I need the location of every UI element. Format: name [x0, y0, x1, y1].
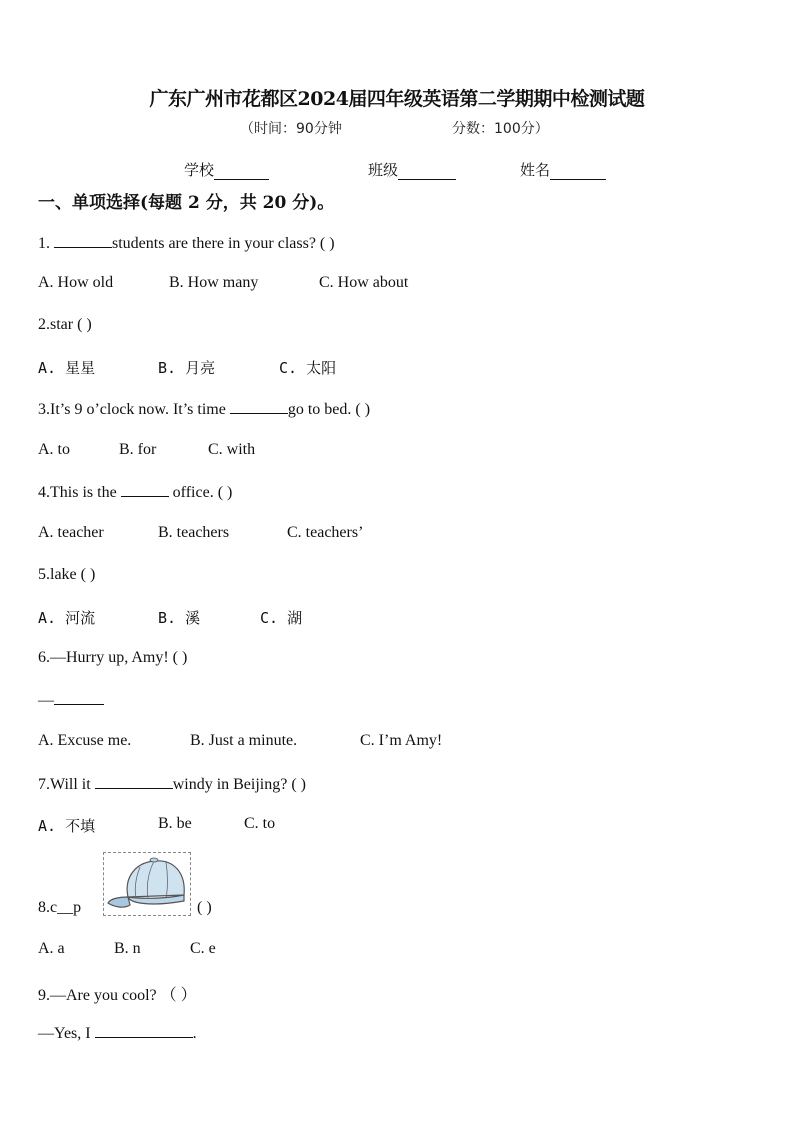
question-7-text-end: windy in Beijing? ( ) — [172, 776, 306, 793]
question-3-text-start: 3.It’s 9 o’clock now. It’s time — [38, 401, 230, 418]
class-label: 班级 — [368, 161, 399, 179]
question-6-dash: — — [38, 692, 54, 709]
name-blank[interactable] — [550, 165, 606, 180]
question-1-blank[interactable] — [54, 233, 112, 248]
question-9-reply-text: —Yes, I — [38, 1025, 95, 1042]
question-6: 6.—Hurry up, Amy! ( ) — [38, 649, 188, 666]
question-9-reply — [38, 1023, 197, 1043]
name-field — [520, 159, 606, 180]
question-4-text-start: 4.This is the — [38, 484, 121, 501]
question-4-text-end: office. ( ) — [168, 484, 233, 501]
exam-score: 分数：100分） — [452, 121, 549, 137]
option-a[interactable]: A. How old — [38, 274, 114, 291]
option-b[interactable]: B. 溪 — [158, 609, 201, 627]
option-a[interactable]: A. to — [38, 441, 70, 458]
option-b[interactable]: B. be — [158, 815, 192, 832]
option-c[interactable]: C. teachers’ — [287, 524, 364, 541]
question-1-number: 1. — [38, 235, 54, 252]
question-9: 9.—Are you cool? （ ） — [38, 987, 197, 1004]
option-b[interactable]: B. n — [114, 940, 141, 957]
cap-picture — [103, 852, 191, 916]
school-label: 学校 — [184, 161, 215, 179]
option-a[interactable]: A. teacher — [38, 524, 104, 541]
option-c[interactable]: C. with — [208, 441, 256, 458]
question-1 — [38, 233, 335, 253]
option-a[interactable]: A. 不填 — [38, 817, 96, 835]
option-c[interactable]: C. I’m Amy! — [360, 732, 443, 749]
option-b[interactable]: B. for — [119, 441, 157, 458]
question-1-text: students are there in your class? ( ) — [112, 235, 335, 252]
section-heading: 一、单项选择(每题 2 分，共 20 分)。 — [38, 193, 335, 213]
option-c[interactable]: C. 湖 — [260, 609, 303, 627]
question-9-blank[interactable] — [95, 1023, 193, 1038]
name-label: 姓名 — [520, 161, 551, 179]
question-4-blank[interactable] — [121, 482, 169, 497]
question-3-text-end: go to bed. ( ) — [287, 401, 371, 418]
school-field — [184, 159, 269, 180]
option-b[interactable]: B. teachers — [158, 524, 230, 541]
page-title: 广东广州市花都区2024届四年级英语第二学期期中检测试题 — [149, 88, 645, 110]
option-a[interactable]: A. a — [38, 940, 65, 957]
question-9-period: . — [192, 1025, 197, 1042]
option-b[interactable]: B. 月亮 — [158, 359, 216, 377]
question-7-text-start: 7.Will it — [38, 776, 95, 793]
option-c[interactable]: C. e — [190, 940, 216, 957]
question-7 — [38, 774, 306, 794]
option-c[interactable]: C. to — [244, 815, 276, 832]
question-4 — [38, 482, 232, 502]
option-c[interactable]: C. How about — [319, 274, 409, 291]
question-6-reply — [38, 690, 104, 710]
class-field — [368, 159, 456, 180]
question-5: 5.lake ( ) — [38, 566, 96, 583]
option-a[interactable]: A. 河流 — [38, 609, 96, 627]
option-a[interactable]: A. Excuse me. — [38, 732, 132, 749]
question-6-blank[interactable] — [54, 690, 104, 705]
option-c[interactable]: C. 太阳 — [279, 359, 337, 377]
question-8-paren: ( ) — [197, 899, 212, 916]
option-b[interactable]: B. How many — [169, 274, 259, 291]
question-2: 2.star ( ) — [38, 316, 92, 333]
exam-time: （时间：90分钟 — [240, 121, 342, 137]
option-a[interactable]: A. 星星 — [38, 359, 96, 377]
class-blank[interactable] — [398, 165, 456, 180]
question-8: 8.c__p — [38, 899, 82, 916]
cap-icon — [104, 853, 190, 915]
question-3 — [38, 399, 370, 419]
option-b[interactable]: B. Just a minute. — [190, 732, 298, 749]
question-3-blank[interactable] — [230, 399, 288, 414]
question-7-blank[interactable] — [95, 774, 173, 789]
school-blank[interactable] — [214, 165, 269, 180]
